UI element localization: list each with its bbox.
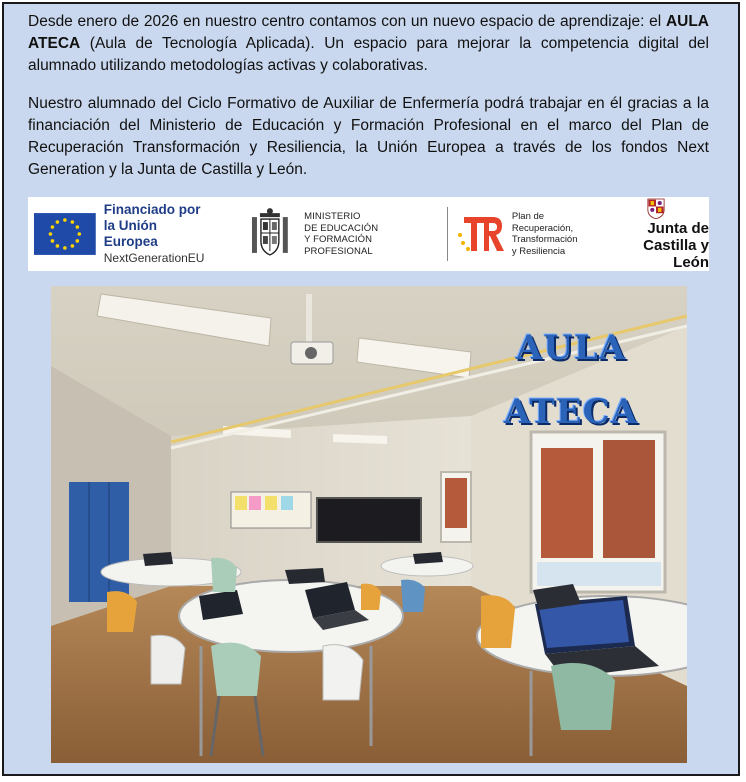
spain-coat-of-arms-icon (248, 207, 292, 261)
overlay-line1: AULA (515, 328, 627, 368)
classroom-photo (51, 286, 687, 763)
plan-recuperacion-logo (448, 197, 578, 271)
ministry-line2: DE EDUCACIÓN (304, 222, 379, 234)
castilla-leon-shield-icon (641, 197, 671, 220)
intro-paragraph (28, 11, 709, 77)
overlay-line2: ATECA (503, 392, 639, 432)
jcyl-line2: Castilla y León (643, 237, 709, 271)
eu-line3: NextGenerationEU (103, 251, 205, 265)
eu-line1: Financiado por (103, 202, 201, 217)
aula-ateca-highlight: AULA ATECA (28, 13, 709, 52)
junta-castilla-leon-logo (604, 197, 709, 271)
ministry-logo (214, 197, 443, 271)
ministry-line1: MINISTERIO (304, 211, 361, 222)
ministry-text (304, 211, 443, 257)
funding-logos-banner (28, 197, 709, 271)
plan-line3: Transformación (511, 234, 578, 245)
plan-line2: Recuperación, (511, 222, 574, 234)
funding-paragraph: Nuestro alumnado del Ciclo Formativo de Auxiliar de Enfermería podrá trabajar en él gracias a la financiación del Ministerio de Educación y Formación Profesional en el marco del Plan de Recuperación Transformación y Resiliencia, la Unión Europea a través de los fondos Next Generation y la Junta de Castilla y León. (28, 95, 709, 178)
ministry-line3: Y FORMACIÓN PROFESIONAL (304, 234, 373, 257)
eu-line2: la Unión Europea (103, 218, 158, 249)
eu-flag-icon (34, 213, 96, 255)
aula-ateca-overlay-title (481, 316, 661, 444)
eu-logo-text (104, 202, 215, 266)
plan-line1: Plan de (511, 211, 545, 222)
intro-text-before: Desde enero de 2026 en nuestro centro contamos con un nuevo espacio de aprendizaje: el (28, 13, 666, 30)
tr-logo-icon (454, 211, 508, 257)
jcyl-text (604, 220, 709, 271)
plan-line4: y Resiliencia (511, 245, 566, 257)
plan-text (512, 211, 578, 257)
intro-text-after: (Aula de Tecnología Aplicada). Un espacio para mejorar la competencia digital del alumnado utilizando metodologías activas y colaborativas. (28, 35, 709, 74)
jcyl-line1: Junta de (647, 220, 709, 237)
eu-logo (28, 197, 214, 271)
